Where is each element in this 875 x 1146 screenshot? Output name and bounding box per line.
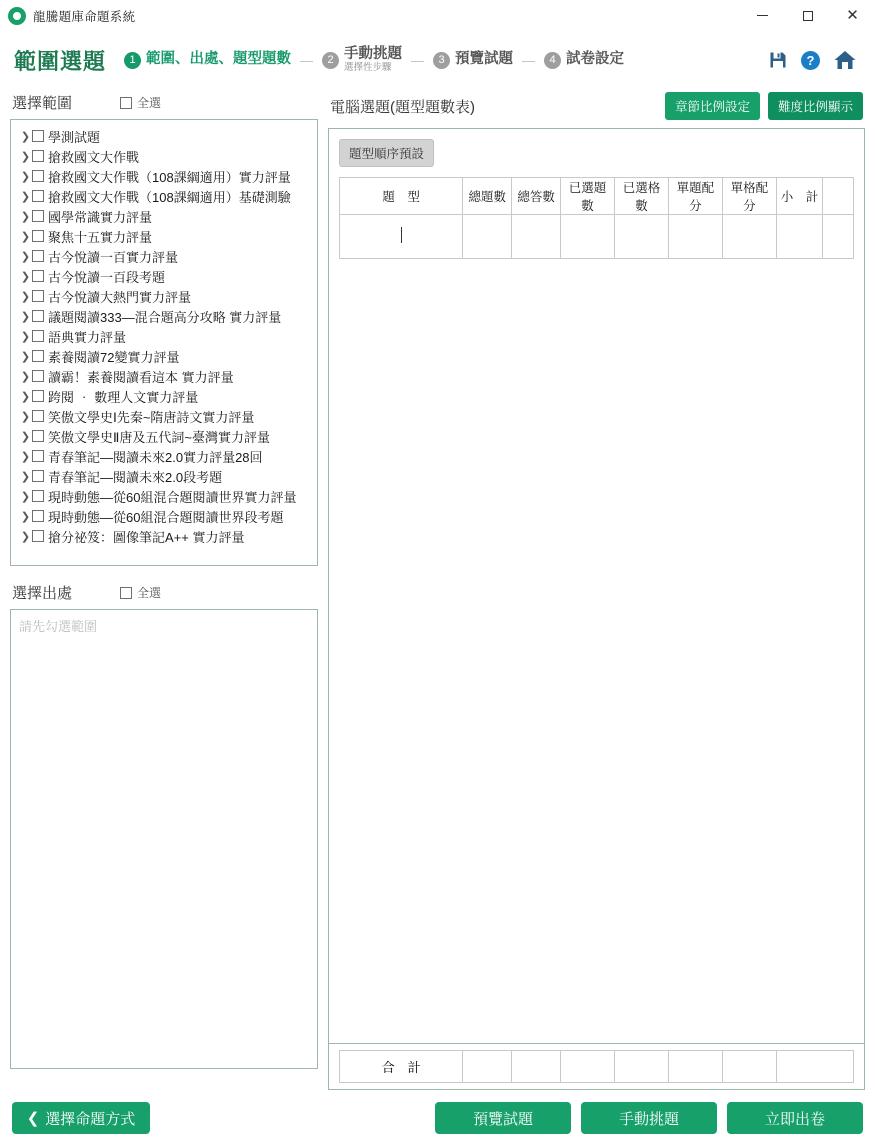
scope-item-checkbox[interactable] [32, 450, 44, 462]
col-selected-cells: 已選格數 [614, 178, 668, 215]
source-list[interactable] [10, 609, 318, 1069]
scope-header [10, 88, 318, 119]
chevron-right-icon[interactable]: ❯ [20, 330, 31, 343]
total-row [340, 1051, 854, 1083]
source-select-all-label: 全選 [137, 586, 162, 600]
total-points-per-cell [722, 1051, 776, 1083]
back-button-label: 選擇命題方式 [45, 1110, 136, 1128]
list-item[interactable] [15, 306, 313, 326]
cell-question-type[interactable] [340, 215, 463, 259]
source-placeholder: 請先勾選範圍 [19, 619, 98, 634]
left-panel [10, 88, 318, 1090]
scope-item-label: 學測試題 [48, 129, 101, 145]
chevron-right-icon[interactable]: ❯ [20, 390, 31, 403]
cell-selected-questions[interactable] [561, 215, 615, 259]
scope-select-all-label: 全選 [137, 96, 162, 110]
scope-item-label: 現時動態—從60組混合題閱讀世界段考題 [48, 509, 284, 525]
list-item[interactable] [15, 506, 313, 526]
home-icon[interactable] [833, 49, 857, 71]
step-2-sublabel: 選擇性步驟 [344, 62, 392, 74]
list-item[interactable] [15, 426, 313, 446]
col-points-per-question: 單題配分 [668, 178, 722, 215]
total-label: 合 計 [340, 1051, 463, 1083]
step-3-label: 預覽試題 [455, 51, 514, 68]
scope-item-checkbox[interactable] [32, 470, 44, 482]
step-1-number: 1 [124, 52, 141, 69]
chevron-right-icon[interactable]: ❯ [20, 310, 31, 323]
step-3-number: 3 [433, 52, 450, 69]
save-icon[interactable] [768, 50, 788, 70]
total-selected-cells [614, 1051, 668, 1083]
scope-select-all-checkbox[interactable] [120, 97, 132, 109]
page-title: 範圍選題 [14, 48, 107, 74]
list-item[interactable] [15, 466, 313, 486]
scope-item-checkbox[interactable] [32, 250, 44, 262]
scope-item-checkbox[interactable] [32, 190, 44, 202]
scope-item-label: 笑傲文學史Ⅰ先秦~隋唐詩文實力評量 [48, 409, 255, 425]
cell-total-answers[interactable] [512, 215, 561, 259]
scope-item-checkbox[interactable] [32, 230, 44, 242]
chevron-right-icon[interactable]: ❯ [20, 210, 31, 223]
scope-item-label: 國學常識實力評量 [48, 209, 153, 225]
step-1[interactable] [124, 52, 291, 69]
chevron-right-icon[interactable]: ❯ [20, 470, 31, 483]
scope-item-label: 搶分祕笈：圖像筆記A++ 實力評量 [48, 529, 245, 545]
step-2[interactable] [322, 47, 402, 74]
list-item[interactable] [15, 126, 313, 146]
col-actions [823, 178, 854, 215]
chevron-right-icon[interactable]: ❯ [20, 430, 31, 443]
step-4[interactable] [544, 52, 624, 69]
window-title: 龍騰題庫命題系統 [33, 9, 136, 24]
header-icon-group [768, 49, 861, 71]
source-header [10, 578, 318, 609]
cell-points-per-cell[interactable] [722, 215, 776, 259]
step-4-label: 試卷設定 [566, 51, 625, 68]
scope-item-checkbox[interactable] [32, 290, 44, 302]
scope-item-checkbox[interactable] [32, 530, 44, 542]
scope-title: 選擇範圍 [12, 95, 73, 112]
scope-item-label: 跨閱 ‧ 數理人文實力評量 [48, 389, 199, 405]
chevron-right-icon[interactable]: ❯ [20, 530, 31, 543]
scope-item-checkbox[interactable] [32, 370, 44, 382]
col-points-per-cell: 單格配分 [722, 178, 776, 215]
list-item[interactable] [15, 486, 313, 506]
list-item[interactable] [15, 146, 313, 166]
scope-item-label: 素養閱讀72變實力評量 [48, 349, 180, 365]
question-type-table-panel [328, 128, 865, 1044]
scope-item-label: 笑傲文學史Ⅱ唐及五代詞~臺灣實力評量 [48, 429, 270, 445]
scope-item-label: 搶救國文大作戰（108課綱適用）基礎測驗 [48, 189, 291, 205]
help-icon[interactable] [800, 50, 821, 71]
scope-item-label: 青春筆記—閱讀未來2.0實力評量28回 [48, 449, 263, 465]
total-total-questions [463, 1051, 512, 1083]
scope-item-checkbox[interactable] [32, 130, 44, 142]
right-panel [328, 88, 865, 1090]
total-panel [328, 1044, 865, 1090]
scope-item-checkbox[interactable] [32, 310, 44, 322]
step-separator-3: — [522, 52, 536, 68]
chevron-right-icon[interactable]: ❯ [20, 510, 31, 523]
list-item[interactable] [15, 526, 313, 546]
text-caret [401, 227, 402, 243]
scope-item-label: 古今悅讀一百實力評量 [48, 249, 179, 265]
step-separator-2: — [411, 52, 425, 68]
difficulty-ratio-button[interactable]: 難度比例顯示 [768, 92, 863, 120]
scope-item-label: 議題閱讀333—混合題高分攻略 實力評量 [48, 309, 282, 325]
scope-item-label: 青春筆記—閱讀未來2.0段考題 [48, 469, 223, 485]
scope-item-label: 讀霸！素養閱讀看這本 實力評量 [48, 369, 234, 385]
table-header-row [340, 178, 854, 215]
scope-list[interactable] [10, 119, 318, 566]
list-item[interactable] [15, 286, 313, 306]
list-item[interactable] [15, 386, 313, 406]
col-question-type: 題 型 [340, 178, 463, 215]
minimize-button[interactable] [740, 0, 785, 32]
scope-select-all[interactable] [120, 94, 161, 111]
chevron-right-icon[interactable]: ❯ [20, 170, 31, 183]
step-2-number: 2 [322, 52, 339, 69]
source-title: 選擇出處 [12, 585, 73, 602]
preset-bar [329, 129, 864, 167]
chapter-ratio-button[interactable]: 章節比例設定 [665, 92, 760, 120]
list-item[interactable] [15, 226, 313, 246]
list-item[interactable] [15, 446, 313, 466]
header-bar [0, 32, 875, 88]
list-item[interactable] [15, 266, 313, 286]
step-3[interactable] [433, 52, 513, 69]
scope-item-label: 搶救國文大作戰 [48, 149, 140, 165]
scope-item-label: 古今悅讀一百段考題 [48, 269, 166, 285]
list-item[interactable] [15, 366, 313, 386]
chevron-right-icon[interactable]: ❯ [20, 450, 31, 463]
chevron-right-icon[interactable]: ❯ [20, 130, 31, 143]
window-controls [740, 0, 875, 32]
scope-item-checkbox[interactable] [32, 430, 44, 442]
chevron-right-icon[interactable]: ❯ [20, 250, 31, 263]
footer-bar [0, 1090, 875, 1146]
scope-item-label: 古今悅讀大熱門實力評量 [48, 289, 192, 305]
scope-item-checkbox[interactable] [32, 390, 44, 402]
question-table-header [328, 88, 865, 128]
chevron-right-icon[interactable]: ❯ [20, 490, 31, 503]
scope-item-checkbox[interactable] [32, 490, 44, 502]
close-button[interactable]: ✕ [846, 7, 859, 24]
app-logo-icon [8, 7, 26, 25]
col-total-questions: 總題數 [463, 178, 512, 215]
step-separator-1: — [300, 52, 314, 68]
cell-total-questions[interactable] [463, 215, 512, 259]
col-selected-questions: 已選題數 [561, 178, 615, 215]
source-select-all-checkbox[interactable] [120, 587, 132, 599]
main-body [0, 88, 875, 1090]
step-2-label: 手動挑題 [344, 45, 403, 62]
cell-actions[interactable] [823, 215, 854, 259]
scope-item-checkbox[interactable] [32, 350, 44, 362]
chevron-right-icon[interactable]: ❯ [20, 410, 31, 423]
col-total-answers: 總答數 [512, 178, 561, 215]
total-subtotal [776, 1051, 853, 1083]
total-table [339, 1050, 854, 1083]
preview-button[interactable]: 預覽試題 [435, 1102, 571, 1134]
chevron-left-icon: ❮ [26, 1110, 40, 1127]
scope-item-label: 語典實力評量 [48, 329, 127, 345]
chevron-right-icon[interactable]: ❯ [20, 350, 31, 363]
question-type-table [339, 177, 854, 259]
scope-item-checkbox[interactable] [32, 170, 44, 182]
step-1-label: 範圍、出處、題型題數 [146, 51, 292, 68]
source-select-all[interactable] [120, 584, 161, 601]
step-4-number: 4 [544, 52, 561, 69]
list-item[interactable] [15, 166, 313, 186]
scope-item-checkbox[interactable] [32, 510, 44, 522]
chevron-right-icon[interactable]: ❯ [20, 270, 31, 283]
list-item[interactable] [15, 206, 313, 226]
list-item[interactable] [15, 346, 313, 366]
chevron-right-icon[interactable]: ❯ [20, 150, 31, 163]
scope-item-label: 聚焦十五實力評量 [48, 229, 153, 245]
scope-item-checkbox[interactable] [32, 150, 44, 162]
list-item[interactable] [15, 186, 313, 206]
title-bar [0, 0, 875, 32]
main-title: 電腦選題(題型題數表) [330, 98, 475, 116]
list-item[interactable] [15, 246, 313, 266]
cell-subtotal[interactable] [776, 215, 822, 259]
manual-select-button[interactable]: 手動挑題 [581, 1102, 717, 1134]
table-row[interactable] [340, 215, 854, 259]
total-selected-questions [561, 1051, 615, 1083]
scope-item-label: 搶救國文大作戰（108課綱適用）實力評量 [48, 169, 291, 185]
scope-item-label: 現時動態—從60組混合題閱讀世界實力評量 [48, 489, 297, 505]
back-button[interactable] [12, 1102, 150, 1134]
cell-points-per-question[interactable] [668, 215, 722, 259]
cell-selected-cells[interactable] [614, 215, 668, 259]
generate-paper-button[interactable]: 立即出卷 [727, 1102, 863, 1134]
chevron-right-icon[interactable]: ❯ [20, 370, 31, 383]
step-indicator [124, 47, 624, 74]
scope-item-checkbox[interactable] [32, 330, 44, 342]
chevron-right-icon[interactable]: ❯ [20, 190, 31, 203]
scope-item-checkbox[interactable] [32, 210, 44, 222]
scope-item-checkbox[interactable] [32, 410, 44, 422]
maximize-button[interactable] [785, 0, 830, 32]
svg-text:?: ? [806, 52, 815, 68]
chevron-right-icon[interactable]: ❯ [20, 230, 31, 243]
total-points-per-question [668, 1051, 722, 1083]
list-item[interactable] [15, 326, 313, 346]
list-item[interactable] [15, 406, 313, 426]
scope-item-checkbox[interactable] [32, 270, 44, 282]
chevron-right-icon[interactable]: ❯ [20, 290, 31, 303]
question-order-preset-button[interactable]: 題型順序預設 [339, 139, 434, 167]
total-total-answers [512, 1051, 561, 1083]
col-subtotal: 小 計 [776, 178, 822, 215]
